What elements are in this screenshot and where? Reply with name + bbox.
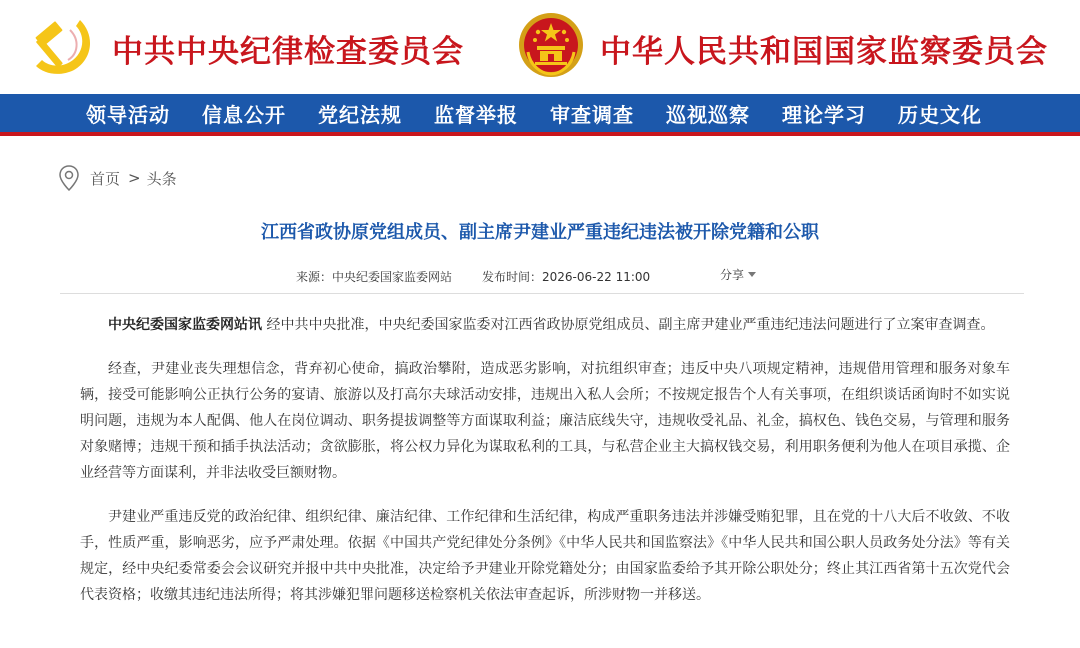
share-label: 分享 [720,268,745,282]
nav-item-regulations[interactable]: 党纪法规 [318,102,402,127]
cpc-ccdi-title: 中共中央纪律检查委员会 [112,34,464,70]
breadcrumb [58,164,177,192]
nav-item-inspection[interactable]: 巡视巡察 [666,102,750,127]
nav-item-information[interactable]: 信息公开 [202,102,286,127]
article-paragraph: 经查，尹建业丧失理想信念，背弃初心使命，搞政治攀附，造成恶劣影响，对抗组织审查；违反中央八项规定精神，违规借用管理和服务对象车辆，接受可能影响公正执行公务的宴请、旅游以及打高尔夫球活动安排，违规出入私人会所；不按规定报告个人有关事项，在组织谈话函询时不如实说明问题，违规为本人配偶、他人在岗位调动、职务提拔调整等方面谋取利益；廉洁底线失守，违规收受礼品、礼金，搞权色、钱色交易，与管理和服务对象赌博；违规干预和插手执法活动；贪欲膨胀，将公权力异化为谋取私利的工具，与私营企业主大搞权钱交易，利用职务便利为他人在项目承揽、企业经营等方面谋利，并非法收受巨额财物。 [80,361,1010,481]
party-emblem-icon [30,10,94,78]
nav-item-supervision[interactable]: 监督举报 [434,102,518,127]
nav-underline [0,132,1080,136]
article-paragraph [80,312,1010,338]
nsc-title: 中华人民共和国国家监察委员会 [600,34,1048,70]
share-button[interactable] [720,266,756,283]
breadcrumb-current[interactable]: 头条 [146,169,177,188]
national-emblem-icon [518,12,584,78]
article-published-time: 发布时间：2026-06-22 11:00 [482,270,651,284]
article-meta [296,268,650,285]
nav-item-leadership[interactable]: 领导活动 [86,102,170,127]
article-body [80,312,1010,626]
article-divider [60,293,1024,294]
article-title: 江西省政协原党组成员、副主席尹建业严重违纪违法被开除党籍和公职 [261,222,819,243]
nav-item-investigation[interactable]: 审查调查 [550,102,634,127]
article-source: 来源：中央纪委国家监委网站 [296,270,453,284]
lead-source: 中央纪委国家监委网站讯 [108,317,262,333]
main-nav [0,94,1080,132]
nav-item-history[interactable]: 历史文化 [898,102,982,127]
breadcrumb-home-link[interactable]: 首页 [90,169,121,188]
article-paragraph-text: 经中共中央批准，中央纪委国家监委对江西省政协原党组成员、副主席尹建业严重违纪违法问题进行了立案审查调查。 [266,317,995,333]
site-header [0,0,1080,94]
location-pin-icon [58,165,80,191]
breadcrumb-separator: > [128,169,141,187]
caret-down-icon [748,272,756,277]
nav-item-theory[interactable]: 理论学习 [782,102,866,127]
article-paragraph: 尹建业严重违反党的政治纪律、组织纪律、廉洁纪律、工作纪律和生活纪律，构成严重职务违法并涉嫌受贿犯罪，且在党的十八大后不收敛、不收手，性质严重，影响恶劣，应予严肃处理。依据《中国共产党纪律处分条例》《中华人民共和国监察法》《中华人民共和国公职人员政务处分法》等有关规定，经中央纪委常委会会议研究并报中共中央批准，决定给予尹建业开除党籍处分；由国家监委给予其开除公职处分；终止其江西省第十五次党代会代表资格；收缴其违纪违法所得；将其涉嫌犯罪问题移送检察机关依法审查起诉，所涉财物一并移送。 [80,509,1010,603]
